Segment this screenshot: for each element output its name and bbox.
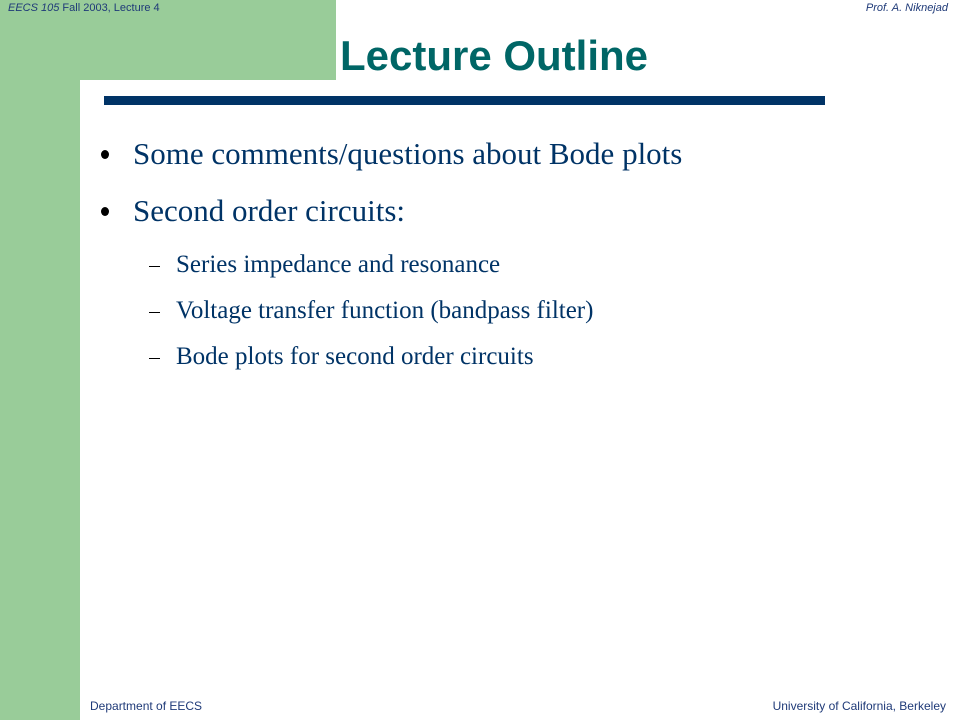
outline-list (100, 132, 682, 384)
title-underline-rule (104, 96, 825, 105)
outline-subitem-text: Voltage transfer function (bandpass filter) (176, 297, 594, 324)
outline-subitem (100, 246, 682, 284)
green-frame-left (0, 0, 80, 720)
outline-item (100, 132, 682, 176)
bullet-dot-icon (101, 150, 109, 159)
outline-subitem-text: Series impedance and resonance (176, 251, 501, 278)
outline-subitem-text: Bode plots for second order circuits (176, 343, 534, 370)
outline-subitem (100, 338, 682, 376)
outline-item-text: Some comments/questions about Bode plots (133, 136, 683, 171)
term-lecture: Fall 2003, Lecture 4 (59, 2, 160, 14)
bullet-dot-icon (101, 207, 109, 216)
outline-item-text: Second order circuits: (133, 193, 406, 228)
dash-icon (149, 312, 160, 313)
footer-department: Department of EECS (90, 699, 203, 713)
dash-icon (149, 266, 160, 267)
outline-subitem (100, 292, 682, 330)
outline-item (100, 189, 682, 233)
instructor-header: Prof. A. Niknejad (865, 2, 948, 14)
slide-title: Lecture Outline (339, 32, 649, 79)
footer-university: University of California, Berkeley (772, 699, 946, 713)
course-code: EECS 105 (8, 2, 60, 14)
course-header (8, 2, 160, 14)
dash-icon (149, 358, 160, 359)
